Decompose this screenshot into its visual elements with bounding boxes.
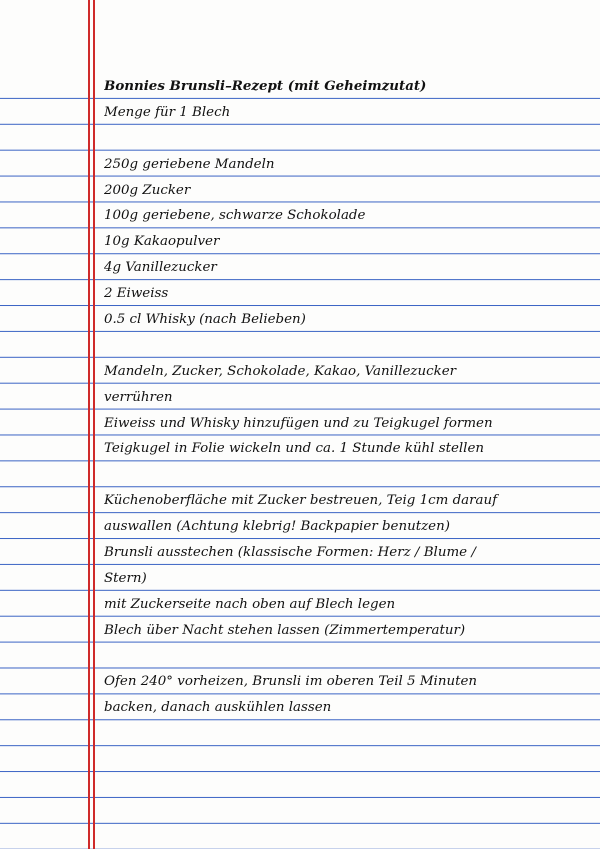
paper-header-margin xyxy=(0,0,600,74)
ingredient-item: 100g geriebene, schwarze Schokolade xyxy=(104,208,366,224)
instruction-line: backen, danach auskühlen lassen xyxy=(104,700,332,716)
ingredient-item: 0.5 cl Whisky (nach Belieben) xyxy=(104,312,306,328)
recipe-yield: Menge für 1 Blech xyxy=(104,104,231,120)
ingredient-item: 4g Vanillezucker xyxy=(104,260,217,276)
instruction-line: Brunsli ausstechen (klassische Formen: Herz / Blume / xyxy=(104,545,476,561)
instruction-line: Ofen 240° vorheizen, Brunsli im oberen Teil 5 Minuten xyxy=(104,674,477,690)
instruction-block-1 xyxy=(104,359,594,463)
ingredient-item: 250g geriebene Mandeln xyxy=(104,156,275,172)
blank-line xyxy=(104,126,594,152)
instruction-line: Teigkugel in Folie wickeln und ca. 1 Stunde kühl stellen xyxy=(104,441,485,457)
instruction-line: Mandeln, Zucker, Schokolade, Kakao, Vanillezucker xyxy=(104,363,457,379)
ingredient-item: 2 Eiweiss xyxy=(104,286,169,302)
ingredient-item: 10g Kakaopulver xyxy=(104,234,220,250)
instruction-block-2 xyxy=(104,488,594,643)
ingredient-item: 200g Zucker xyxy=(104,182,191,198)
blank-line xyxy=(104,644,594,670)
instruction-line: Küchenoberfläche mit Zucker bestreuen, Teig 1cm darauf xyxy=(104,493,498,509)
instruction-line: Blech über Nacht stehen lassen (Zimmertemperatur) xyxy=(104,622,466,638)
instruction-line: mit Zuckerseite nach oben auf Blech legen xyxy=(104,596,396,612)
handwritten-recipe xyxy=(104,74,594,721)
blank-line xyxy=(104,333,594,359)
instruction-line: auswallen (Achtung klebrig! Backpapier benutzen) xyxy=(104,519,450,535)
recipe-title: Bonnies Brunsli–Rezept (mit Geheimzutat) xyxy=(104,78,427,94)
instruction-line: verrühren xyxy=(104,389,173,405)
instruction-block-3 xyxy=(104,669,594,721)
instruction-line: Eiweiss und Whisky hinzufügen und zu Teigkugel formen xyxy=(104,415,493,431)
ingredient-list xyxy=(104,152,594,333)
instruction-line: Stern) xyxy=(104,570,147,586)
blank-line xyxy=(104,462,594,488)
